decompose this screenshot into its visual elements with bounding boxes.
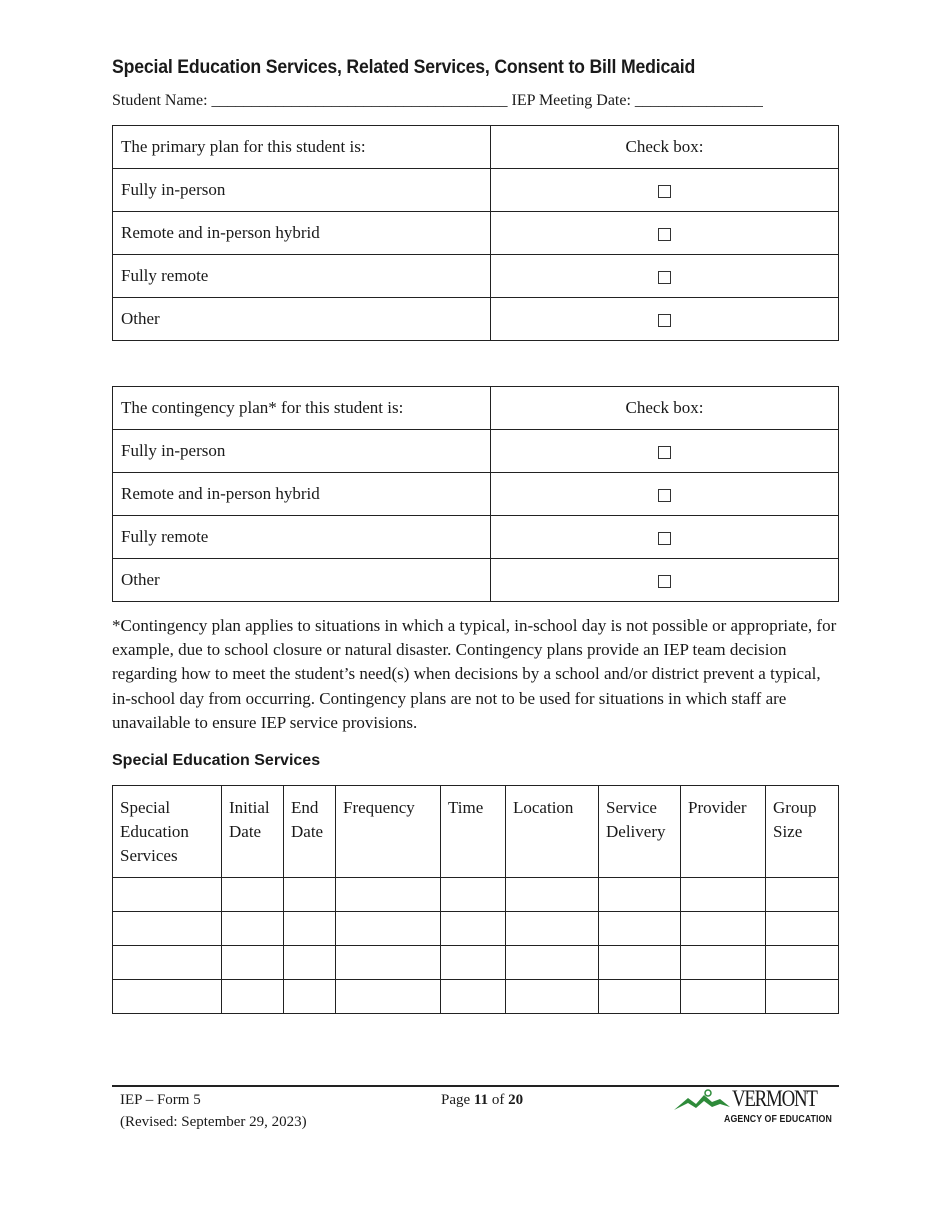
services-header-row: [113, 786, 839, 878]
table-row: [113, 980, 839, 1014]
page-title: Special Education Services, Related Services, Consent to Bill Medicaid: [112, 57, 696, 78]
contingency-option-cell: [491, 516, 839, 559]
primary-option-label: Remote and in-person hybrid: [113, 212, 491, 255]
footer-form-info: [120, 1089, 307, 1133]
contingency-other-checkbox[interactable]: [658, 575, 671, 588]
services-heading: Special Education Services: [112, 752, 321, 769]
col-header-group-size: Group Size: [766, 786, 839, 878]
check-box-header: Check box:: [491, 126, 839, 169]
student-info-line: [112, 92, 839, 110]
table-cell[interactable]: [681, 912, 766, 946]
logo-subtitle: AGENCY OF EDUCATION: [724, 1114, 832, 1125]
col-header-location: Location: [506, 786, 599, 878]
meeting-date-label: IEP Meeting Date:: [511, 92, 631, 109]
table-row: [113, 878, 839, 912]
col-header-provider: Provider: [681, 786, 766, 878]
primary-option-cell: [491, 212, 839, 255]
table-cell[interactable]: [766, 946, 839, 980]
primary-option-cell: [491, 298, 839, 341]
vermont-agency-logo: [672, 1086, 832, 1128]
primary-plan-row: [113, 298, 839, 341]
services-table: [112, 785, 839, 1014]
table-cell[interactable]: [506, 946, 599, 980]
contingency-footnote: *Contingency plan applies to situations in which a typical, in-school day is not possible or appropriate, for example, due to school closure or natural disaster. Contingency plans provide an IEP team decision regarding how to meet the student’s need(s) when decisions by a school and/or district prevent a typical, in-school day from occurring. Contingency plans are not to be used for situations in which staff are unavailable to ensure IEP service provisions.: [112, 616, 837, 732]
table-cell[interactable]: [441, 878, 506, 912]
table-cell[interactable]: [506, 980, 599, 1014]
primary-other-checkbox[interactable]: [658, 314, 671, 327]
table-cell[interactable]: [113, 878, 222, 912]
col-header-services: Special Education Services: [113, 786, 222, 878]
contingency-plan-table: [112, 386, 839, 602]
table-cell[interactable]: [506, 878, 599, 912]
table-cell[interactable]: [681, 980, 766, 1014]
table-cell[interactable]: [336, 980, 441, 1014]
contingency-plan-row: [113, 559, 839, 602]
table-cell[interactable]: [284, 946, 336, 980]
primary-plan-table: [112, 125, 839, 341]
page-total: 20: [508, 1092, 524, 1108]
table-row: [113, 946, 839, 980]
page-of: of: [491, 1092, 505, 1108]
student-name-label: Student Name:: [112, 92, 208, 109]
col-header-initial-date: Initial Date: [222, 786, 284, 878]
table-cell[interactable]: [441, 980, 506, 1014]
table-cell[interactable]: [599, 980, 681, 1014]
logo-wordmark: VERMONT: [732, 1086, 817, 1111]
table-cell[interactable]: [766, 878, 839, 912]
contingency-plan-header: The contingency plan* for this student is:: [113, 387, 491, 430]
col-header-time: Time: [441, 786, 506, 878]
table-cell[interactable]: [441, 912, 506, 946]
table-cell[interactable]: [766, 980, 839, 1014]
footer-form-name: IEP – Form 5: [120, 1092, 201, 1108]
primary-plan-row: [113, 169, 839, 212]
contingency-plan-row: [113, 516, 839, 559]
table-cell[interactable]: [222, 912, 284, 946]
table-cell[interactable]: [222, 878, 284, 912]
contingency-option-label: Fully remote: [113, 516, 491, 559]
page-prefix: Page: [441, 1092, 471, 1108]
primary-plan-header: The primary plan for this student is:: [113, 126, 491, 169]
check-box-header: Check box:: [491, 387, 839, 430]
table-cell[interactable]: [336, 912, 441, 946]
table-cell[interactable]: [113, 946, 222, 980]
primary-in-person-checkbox[interactable]: [658, 185, 671, 198]
primary-remote-checkbox[interactable]: [658, 271, 671, 284]
table-cell[interactable]: [113, 912, 222, 946]
table-cell[interactable]: [284, 912, 336, 946]
table-cell[interactable]: [506, 912, 599, 946]
col-header-end-date: End Date: [284, 786, 336, 878]
footer-page-number: [441, 1089, 523, 1111]
table-cell[interactable]: [336, 878, 441, 912]
table-cell[interactable]: [681, 946, 766, 980]
contingency-plan-header-row: [113, 387, 839, 430]
table-cell[interactable]: [441, 946, 506, 980]
contingency-plan-row: [113, 473, 839, 516]
contingency-option-label: Fully in-person: [113, 430, 491, 473]
contingency-option-cell: [491, 559, 839, 602]
table-cell[interactable]: [599, 946, 681, 980]
primary-plan-row: [113, 212, 839, 255]
col-header-frequency: Frequency: [336, 786, 441, 878]
footer-revised-date: (Revised: September 29, 2023): [120, 1114, 307, 1130]
page-current: 11: [473, 1092, 489, 1108]
primary-option-cell: [491, 169, 839, 212]
table-cell[interactable]: [766, 912, 839, 946]
contingency-remote-checkbox[interactable]: [658, 532, 671, 545]
table-cell[interactable]: [599, 912, 681, 946]
primary-option-cell: [491, 255, 839, 298]
contingency-option-label: Remote and in-person hybrid: [113, 473, 491, 516]
primary-option-label: Fully remote: [113, 255, 491, 298]
contingency-plan-row: [113, 430, 839, 473]
table-cell[interactable]: [113, 980, 222, 1014]
table-cell[interactable]: [284, 878, 336, 912]
contingency-option-label: Other: [113, 559, 491, 602]
primary-option-label: Other: [113, 298, 491, 341]
contingency-in-person-checkbox[interactable]: [658, 446, 671, 459]
primary-option-label: Fully in-person: [113, 169, 491, 212]
table-row: [113, 912, 839, 946]
primary-hybrid-checkbox[interactable]: [658, 228, 671, 241]
table-cell[interactable]: [681, 878, 766, 912]
table-cell[interactable]: [336, 946, 441, 980]
col-header-service-delivery: Service Delivery: [599, 786, 681, 878]
meeting-date-field[interactable]: ________________: [634, 92, 763, 109]
table-cell[interactable]: [599, 878, 681, 912]
table-cell[interactable]: [222, 946, 284, 980]
primary-plan-row: [113, 255, 839, 298]
contingency-option-cell: [491, 430, 839, 473]
table-cell[interactable]: [284, 980, 336, 1014]
primary-plan-header-row: [113, 126, 839, 169]
contingency-option-cell: [491, 473, 839, 516]
student-name-field[interactable]: _____________________________________: [211, 92, 508, 109]
contingency-hybrid-checkbox[interactable]: [658, 489, 671, 502]
table-cell[interactable]: [222, 980, 284, 1014]
